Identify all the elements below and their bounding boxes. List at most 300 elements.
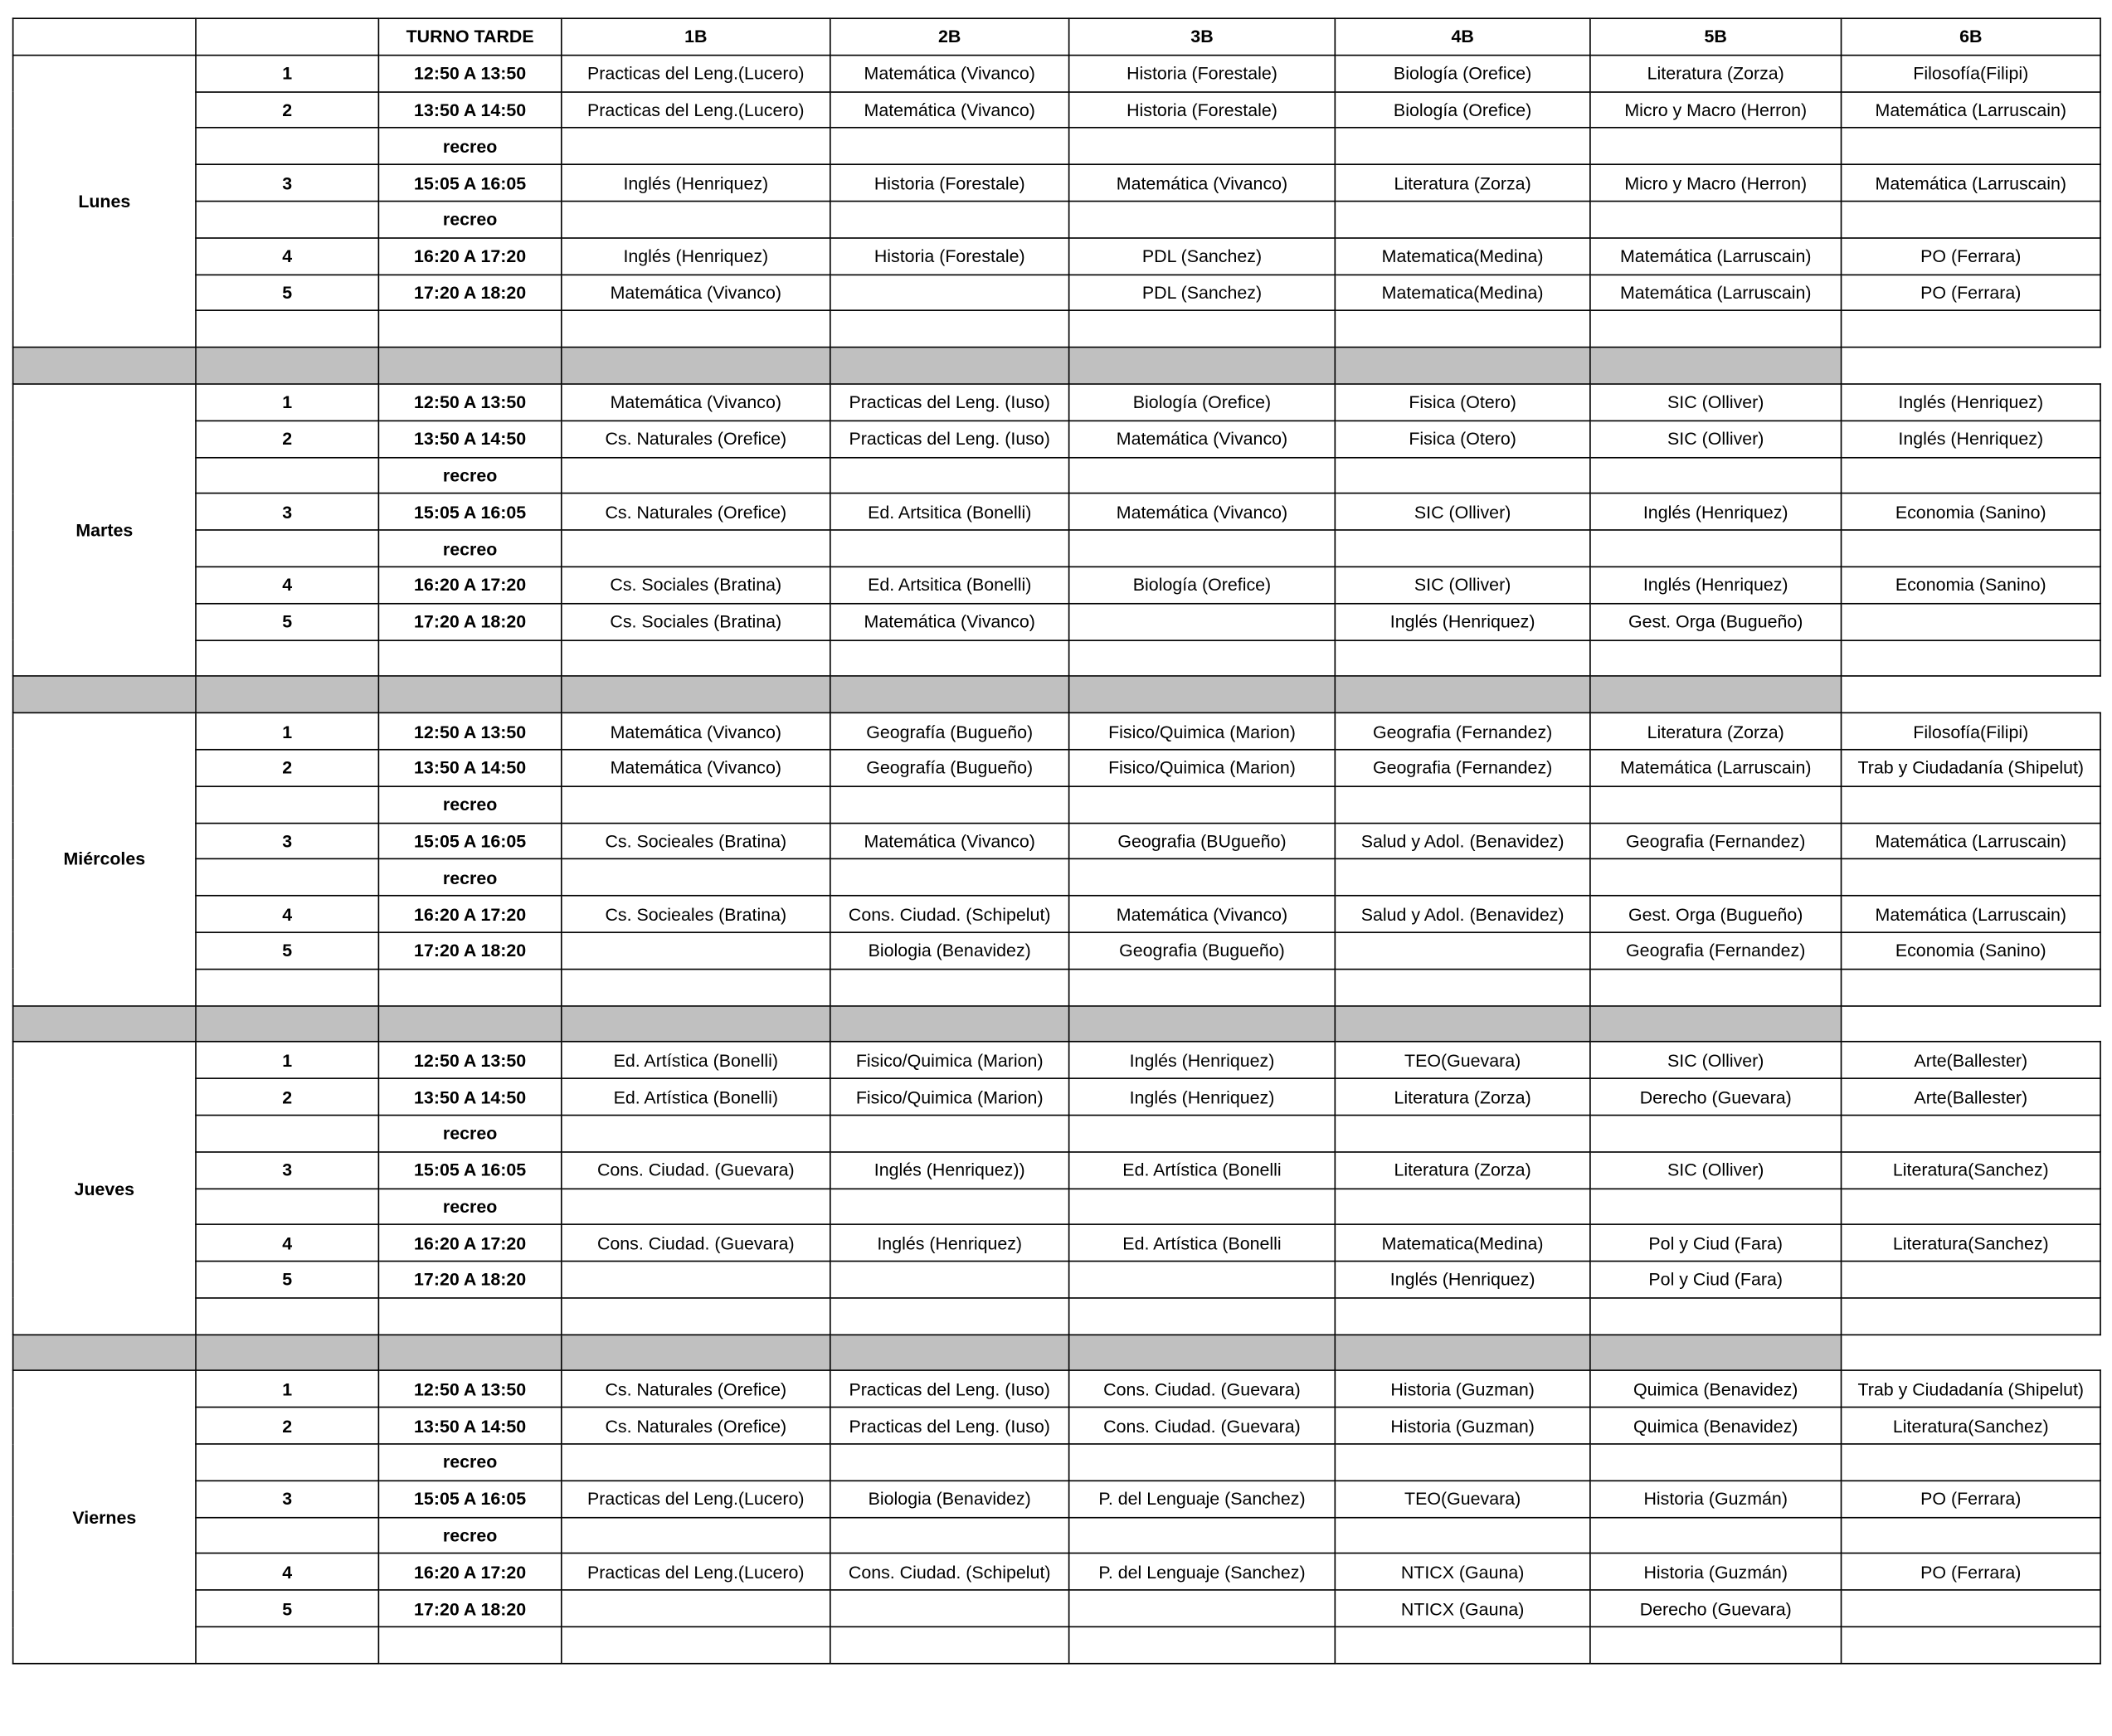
subject-cell: Inglés (Henriquez) — [1842, 421, 2100, 457]
period-row — [13, 1371, 2100, 1408]
subject-cell: Arte(Ballester) — [1842, 1078, 2100, 1115]
subject-cell: Inglés (Henriquez) — [1842, 384, 2100, 421]
subject-cell: Geografia (Fernandez) — [1590, 932, 1842, 969]
empty-cell — [196, 311, 378, 348]
subject-cell: Economia (Sanino) — [1842, 494, 2100, 530]
empty-cell — [562, 457, 830, 494]
subject-cell: Matemática (Larruscain) — [1842, 823, 2100, 859]
header-course-4b: 4B — [1335, 18, 1590, 55]
empty-cell — [830, 311, 1069, 348]
empty-cell — [196, 969, 378, 1005]
subject-cell: Practicas del Leng.(Lucero) — [562, 91, 830, 128]
subject-cell: Cs. Naturales (Orefice) — [562, 1371, 830, 1408]
empty-cell — [1069, 1627, 1336, 1663]
subject-cell: Literatura (Zorza) — [1335, 1151, 1590, 1188]
empty-cell — [1842, 1298, 2100, 1335]
period-row — [13, 713, 2100, 750]
subject-cell: Biología (Orefice) — [1335, 55, 1590, 91]
subject-cell: Pol y Ciud (Fara) — [1590, 1262, 1842, 1298]
separator-cell — [1335, 1335, 1590, 1371]
empty-cell — [196, 128, 378, 164]
recreo-label: recreo — [378, 202, 561, 238]
subject-cell — [830, 1262, 1069, 1298]
separator-cell — [196, 1005, 378, 1042]
subject-cell: P. del Lenguaje (Sanchez) — [1069, 1481, 1336, 1517]
period-time: 16:20 A 17:20 — [378, 567, 561, 603]
empty-cell — [196, 1189, 378, 1225]
period-time: 15:05 A 16:05 — [378, 164, 561, 201]
subject-cell: Matemática (Vivanco) — [830, 55, 1069, 91]
separator-cell — [378, 1005, 561, 1042]
subject-cell: Literatura (Zorza) — [1335, 1078, 1590, 1115]
empty-cell — [1335, 1627, 1590, 1663]
subject-cell: PO (Ferrara) — [1842, 275, 2100, 311]
period-row — [13, 1042, 2100, 1078]
subject-cell: P. del Lenguaje (Sanchez) — [1069, 1554, 1336, 1590]
subject-cell: Filosofía(Filipi) — [1842, 713, 2100, 750]
empty-cell — [1069, 202, 1336, 238]
empty-cell — [1335, 202, 1590, 238]
separator-cell — [196, 348, 378, 384]
empty-cell — [1335, 1298, 1590, 1335]
subject-cell: Cs. Naturales (Orefice) — [562, 421, 830, 457]
period-time: 16:20 A 17:20 — [378, 1225, 561, 1262]
empty-cell — [830, 969, 1069, 1005]
subject-cell — [1069, 1590, 1336, 1627]
period-time: 16:20 A 17:20 — [378, 896, 561, 932]
empty-cell — [1590, 1517, 1842, 1554]
recreo-label: recreo — [378, 457, 561, 494]
separator-cell — [1335, 348, 1590, 384]
empty-cell — [562, 859, 830, 896]
subject-cell: Biologia (Benavidez) — [830, 1481, 1069, 1517]
subject-cell: Pol y Ciud (Fara) — [1590, 1225, 1842, 1262]
empty-cell — [1335, 530, 1590, 567]
subject-cell: TEO(Guevara) — [1335, 1481, 1590, 1517]
subject-cell: Inglés (Henriquez) — [1335, 603, 1590, 639]
period-number: 5 — [196, 275, 378, 311]
empty-cell — [1069, 859, 1336, 896]
period-row — [13, 384, 2100, 421]
empty-cell — [1069, 530, 1336, 567]
subject-cell: Cs. Naturales (Orefice) — [562, 1408, 830, 1444]
subject-cell: Practicas del Leng.(Lucero) — [562, 1481, 830, 1517]
subject-cell: Matemática (Vivanco) — [1069, 421, 1336, 457]
subject-cell: Salud y Adol. (Benavidez) — [1335, 896, 1590, 932]
separator-cell — [1069, 1335, 1336, 1371]
empty-cell — [562, 786, 830, 823]
period-number: 3 — [196, 823, 378, 859]
blank-row — [13, 1627, 2100, 1663]
subject-cell: Ed. Artística (Bonelli) — [562, 1078, 830, 1115]
separator-cell — [13, 348, 196, 384]
empty-cell — [830, 786, 1069, 823]
empty-cell — [1842, 311, 2100, 348]
empty-cell — [1842, 859, 2100, 896]
separator-cell — [378, 677, 561, 713]
separator-cell — [378, 1335, 561, 1371]
subject-cell: Ed. Artística (Bonelli) — [562, 1042, 830, 1078]
period-row — [13, 1554, 2100, 1590]
recreo-row — [13, 1115, 2100, 1151]
subject-cell: Economia (Sanino) — [1842, 932, 2100, 969]
subject-cell: SIC (Olliver) — [1335, 567, 1590, 603]
subject-cell: Matemática (Larruscain) — [1842, 91, 2100, 128]
subject-cell: Matemática (Larruscain) — [1590, 750, 1842, 786]
separator-cell — [13, 677, 196, 713]
period-row — [13, 164, 2100, 201]
subject-cell: Derecho (Guevara) — [1590, 1590, 1842, 1627]
separator-cell — [1590, 1005, 1842, 1042]
period-time: 17:20 A 18:20 — [378, 1262, 561, 1298]
subject-cell: Cons. Ciudad. (Guevara) — [1069, 1408, 1336, 1444]
period-row — [13, 238, 2100, 275]
period-number: 5 — [196, 932, 378, 969]
recreo-row — [13, 128, 2100, 164]
period-number: 4 — [196, 238, 378, 275]
subject-cell — [1069, 1262, 1336, 1298]
subject-cell: Geografia (Bugueño) — [1069, 932, 1336, 969]
separator-cell — [13, 1335, 196, 1371]
period-number: 2 — [196, 91, 378, 128]
empty-cell — [1069, 311, 1336, 348]
period-number: 2 — [196, 421, 378, 457]
subject-cell: Matematica(Medina) — [1335, 238, 1590, 275]
day-separator-row — [13, 1335, 2100, 1371]
period-number: 1 — [196, 1371, 378, 1408]
header-course-6b: 6B — [1842, 18, 2100, 55]
separator-cell — [1590, 348, 1842, 384]
header-empty-num — [196, 18, 378, 55]
empty-cell — [830, 1444, 1069, 1481]
period-number: 2 — [196, 1408, 378, 1444]
period-number: 5 — [196, 603, 378, 639]
period-number: 3 — [196, 1151, 378, 1188]
subject-cell: Cons. Ciudad. (Guevara) — [562, 1225, 830, 1262]
period-number: 5 — [196, 1262, 378, 1298]
period-row — [13, 567, 2100, 603]
subject-cell — [830, 275, 1069, 311]
subject-cell: Cs. Naturales (Orefice) — [562, 494, 830, 530]
empty-cell — [196, 859, 378, 896]
subject-cell: Fisica (Otero) — [1335, 421, 1590, 457]
subject-cell: Biología (Orefice) — [1069, 384, 1336, 421]
period-time: 13:50 A 14:50 — [378, 750, 561, 786]
subject-cell: Trab y Ciudadanía (Shipelut) — [1842, 750, 2100, 786]
subject-cell: Micro y Macro (Herron) — [1590, 91, 1842, 128]
subject-cell: Fisica (Otero) — [1335, 384, 1590, 421]
subject-cell: Historia (Forestale) — [830, 238, 1069, 275]
subject-cell: Fisico/Quimica (Marion) — [1069, 750, 1336, 786]
empty-cell — [562, 969, 830, 1005]
period-number: 4 — [196, 1225, 378, 1262]
period-time: 13:50 A 14:50 — [378, 1408, 561, 1444]
schedule-table — [12, 17, 2101, 1664]
separator-cell — [562, 677, 830, 713]
subject-cell: Literatura(Sanchez) — [1842, 1408, 2100, 1444]
empty-cell — [1590, 1189, 1842, 1225]
day-separator-row — [13, 677, 2100, 713]
subject-cell: Ed. Artística (Bonelli — [1069, 1225, 1336, 1262]
separator-cell — [13, 1005, 196, 1042]
period-time: 12:50 A 13:50 — [378, 713, 561, 750]
subject-cell: Inglés (Henriquez)) — [830, 1151, 1069, 1188]
subject-cell — [1842, 1590, 2100, 1627]
empty-cell — [1590, 1627, 1842, 1663]
subject-cell: Literatura(Sanchez) — [1842, 1151, 2100, 1188]
period-number: 1 — [196, 55, 378, 91]
subject-cell: Historia (Guzmán) — [1590, 1554, 1842, 1590]
subject-cell: Matemática (Vivanco) — [1069, 494, 1336, 530]
subject-cell: Ed. Artsitica (Bonelli) — [830, 567, 1069, 603]
subject-cell — [830, 1590, 1069, 1627]
subject-cell: Biología (Orefice) — [1069, 567, 1336, 603]
period-row — [13, 750, 2100, 786]
separator-cell — [1069, 677, 1336, 713]
period-time: 16:20 A 17:20 — [378, 238, 561, 275]
empty-cell — [1590, 786, 1842, 823]
subject-cell: Historia (Forestale) — [1069, 91, 1336, 128]
subject-cell: Cs. Sociales (Bratina) — [562, 567, 830, 603]
period-number: 4 — [196, 1554, 378, 1590]
subject-cell: Historia (Forestale) — [1069, 55, 1336, 91]
subject-cell: Ed. Artsitica (Bonelli) — [830, 494, 1069, 530]
recreo-label: recreo — [378, 1189, 561, 1225]
empty-cell — [1069, 1517, 1336, 1554]
subject-cell: Matemática (Vivanco) — [830, 91, 1069, 128]
empty-cell — [1069, 128, 1336, 164]
subject-cell: Literatura (Zorza) — [1335, 164, 1590, 201]
empty-cell — [562, 1115, 830, 1151]
subject-cell: Matematica(Medina) — [1335, 1225, 1590, 1262]
empty-cell — [1590, 202, 1842, 238]
subject-cell: SIC (Olliver) — [1590, 1151, 1842, 1188]
empty-cell — [1842, 1517, 2100, 1554]
subject-cell: Inglés (Henriquez) — [562, 238, 830, 275]
header-course-1b: 1B — [562, 18, 830, 55]
recreo-row — [13, 530, 2100, 567]
subject-cell: Practicas del Leng. (Iuso) — [830, 1408, 1069, 1444]
empty-cell — [196, 1298, 378, 1335]
separator-cell — [562, 348, 830, 384]
subject-cell: Inglés (Henriquez) — [1069, 1042, 1336, 1078]
blank-row — [13, 639, 2100, 676]
subject-cell: PO (Ferrara) — [1842, 238, 2100, 275]
empty-cell — [378, 311, 561, 348]
period-time: 17:20 A 18:20 — [378, 932, 561, 969]
header-course-3b: 3B — [1069, 18, 1336, 55]
subject-cell: Inglés (Henriquez) — [1069, 1078, 1336, 1115]
period-row — [13, 55, 2100, 91]
subject-cell: Fisico/Quimica (Marion) — [830, 1042, 1069, 1078]
empty-cell — [562, 311, 830, 348]
period-number: 3 — [196, 164, 378, 201]
period-row — [13, 896, 2100, 932]
subject-cell: Historia (Guzmán) — [1590, 1481, 1842, 1517]
subject-cell: Matemática (Vivanco) — [1069, 164, 1336, 201]
subject-cell: Cons. Ciudad. (Guevara) — [1069, 1371, 1336, 1408]
subject-cell: Matemática (Vivanco) — [562, 750, 830, 786]
period-row — [13, 1078, 2100, 1115]
recreo-label: recreo — [378, 859, 561, 896]
recreo-row — [13, 859, 2100, 896]
header-row — [13, 18, 2100, 55]
subject-cell: SIC (Olliver) — [1590, 421, 1842, 457]
subject-cell: Literatura (Zorza) — [1590, 55, 1842, 91]
empty-cell — [1590, 1115, 1842, 1151]
subject-cell: Matematica(Medina) — [1335, 275, 1590, 311]
recreo-label: recreo — [378, 1444, 561, 1481]
period-time: 13:50 A 14:50 — [378, 1078, 561, 1115]
day-label: Viernes — [13, 1371, 196, 1664]
empty-cell — [1069, 786, 1336, 823]
period-time: 16:20 A 17:20 — [378, 1554, 561, 1590]
empty-cell — [1335, 1517, 1590, 1554]
separator-cell — [378, 348, 561, 384]
subject-cell: Matemática (Vivanco) — [562, 275, 830, 311]
period-number: 1 — [196, 713, 378, 750]
separator-cell — [830, 677, 1069, 713]
period-row — [13, 603, 2100, 639]
empty-cell — [830, 1517, 1069, 1554]
subject-cell: Inglés (Henriquez) — [1335, 1262, 1590, 1298]
subject-cell: Cons. Ciudad. (Schipelut) — [830, 1554, 1069, 1590]
empty-cell — [1069, 969, 1336, 1005]
subject-cell: Cons. Ciudad. (Guevara) — [562, 1151, 830, 1188]
period-number: 3 — [196, 1481, 378, 1517]
header-empty-day — [13, 18, 196, 55]
subject-cell: Geografia (Fernandez) — [1590, 823, 1842, 859]
empty-cell — [562, 530, 830, 567]
subject-cell: Historia (Guzman) — [1335, 1371, 1590, 1408]
period-time: 12:50 A 13:50 — [378, 55, 561, 91]
subject-cell: Geografia (Fernandez) — [1335, 750, 1590, 786]
period-row — [13, 1481, 2100, 1517]
subject-cell: Salud y Adol. (Benavidez) — [1335, 823, 1590, 859]
separator-cell — [830, 348, 1069, 384]
empty-cell — [1590, 859, 1842, 896]
period-time: 13:50 A 14:50 — [378, 421, 561, 457]
recreo-label: recreo — [378, 128, 561, 164]
subject-cell: Economia (Sanino) — [1842, 567, 2100, 603]
subject-cell — [562, 932, 830, 969]
subject-cell: PO (Ferrara) — [1842, 1481, 2100, 1517]
recreo-row — [13, 202, 2100, 238]
period-row — [13, 1408, 2100, 1444]
subject-cell: Filosofía(Filipi) — [1842, 55, 2100, 91]
subject-cell: Geografia (BUgueño) — [1069, 823, 1336, 859]
subject-cell: Matemática (Larruscain) — [1842, 164, 2100, 201]
empty-cell — [1842, 202, 2100, 238]
empty-cell — [830, 457, 1069, 494]
period-time: 12:50 A 13:50 — [378, 1371, 561, 1408]
subject-cell: Fisico/Quimica (Marion) — [830, 1078, 1069, 1115]
subject-cell: Cons. Ciudad. (Schipelut) — [830, 896, 1069, 932]
subject-cell: NTICX (Gauna) — [1335, 1590, 1590, 1627]
subject-cell: Practicas del Leng. (Iuso) — [830, 421, 1069, 457]
subject-cell: Biología (Orefice) — [1335, 91, 1590, 128]
separator-cell — [196, 677, 378, 713]
empty-cell — [830, 202, 1069, 238]
subject-cell: Cs. Socieales (Bratina) — [562, 823, 830, 859]
empty-cell — [1335, 969, 1590, 1005]
empty-cell — [1590, 457, 1842, 494]
empty-cell — [1590, 1444, 1842, 1481]
empty-cell — [196, 202, 378, 238]
subject-cell: Practicas del Leng.(Lucero) — [562, 55, 830, 91]
header-turno: TURNO TARDE — [378, 18, 561, 55]
subject-cell: Matemática (Vivanco) — [1069, 896, 1336, 932]
empty-cell — [1335, 128, 1590, 164]
empty-cell — [830, 859, 1069, 896]
empty-cell — [1335, 457, 1590, 494]
day-label: Miércoles — [13, 713, 196, 1006]
empty-cell — [1335, 1115, 1590, 1151]
subject-cell: SIC (Olliver) — [1590, 384, 1842, 421]
empty-cell — [378, 1298, 561, 1335]
empty-cell — [1590, 1298, 1842, 1335]
subject-cell: Cs. Socieales (Bratina) — [562, 896, 830, 932]
subject-cell: PDL (Sanchez) — [1069, 275, 1336, 311]
period-number: 2 — [196, 750, 378, 786]
recreo-row — [13, 1189, 2100, 1225]
empty-cell — [1842, 639, 2100, 676]
subject-cell: NTICX (Gauna) — [1335, 1554, 1590, 1590]
period-time: 12:50 A 13:50 — [378, 1042, 561, 1078]
empty-cell — [1069, 1298, 1336, 1335]
empty-cell — [830, 1189, 1069, 1225]
period-number: 2 — [196, 1078, 378, 1115]
empty-cell — [1590, 530, 1842, 567]
blank-row — [13, 1298, 2100, 1335]
subject-cell: Inglés (Henriquez) — [1590, 494, 1842, 530]
subject-cell: Inglés (Henriquez) — [1590, 567, 1842, 603]
empty-cell — [196, 1517, 378, 1554]
recreo-row — [13, 1444, 2100, 1481]
subject-cell: PO (Ferrara) — [1842, 1554, 2100, 1590]
separator-cell — [1069, 1005, 1336, 1042]
separator-cell — [1590, 677, 1842, 713]
empty-cell — [378, 969, 561, 1005]
empty-cell — [196, 1444, 378, 1481]
subject-cell: Arte(Ballester) — [1842, 1042, 2100, 1078]
empty-cell — [1069, 1115, 1336, 1151]
subject-cell: Cs. Sociales (Bratina) — [562, 603, 830, 639]
subject-cell: Matemática (Larruscain) — [1590, 238, 1842, 275]
subject-cell — [1069, 603, 1336, 639]
empty-cell — [196, 457, 378, 494]
period-row — [13, 1151, 2100, 1188]
empty-cell — [1069, 1444, 1336, 1481]
empty-cell — [1335, 786, 1590, 823]
separator-cell — [1335, 677, 1590, 713]
empty-cell — [562, 128, 830, 164]
subject-cell: Biologia (Benavidez) — [830, 932, 1069, 969]
empty-cell — [1590, 639, 1842, 676]
empty-cell — [1842, 1115, 2100, 1151]
subject-cell: Literatura (Zorza) — [1590, 713, 1842, 750]
subject-cell: Trab y Ciudadanía (Shipelut) — [1842, 1371, 2100, 1408]
subject-cell: Matemática (Larruscain) — [1590, 275, 1842, 311]
separator-cell — [196, 1335, 378, 1371]
empty-cell — [562, 1189, 830, 1225]
subject-cell: PDL (Sanchez) — [1069, 238, 1336, 275]
period-time: 15:05 A 16:05 — [378, 1481, 561, 1517]
recreo-label: recreo — [378, 1115, 561, 1151]
period-row — [13, 1590, 2100, 1627]
empty-cell — [562, 1444, 830, 1481]
empty-cell — [830, 128, 1069, 164]
